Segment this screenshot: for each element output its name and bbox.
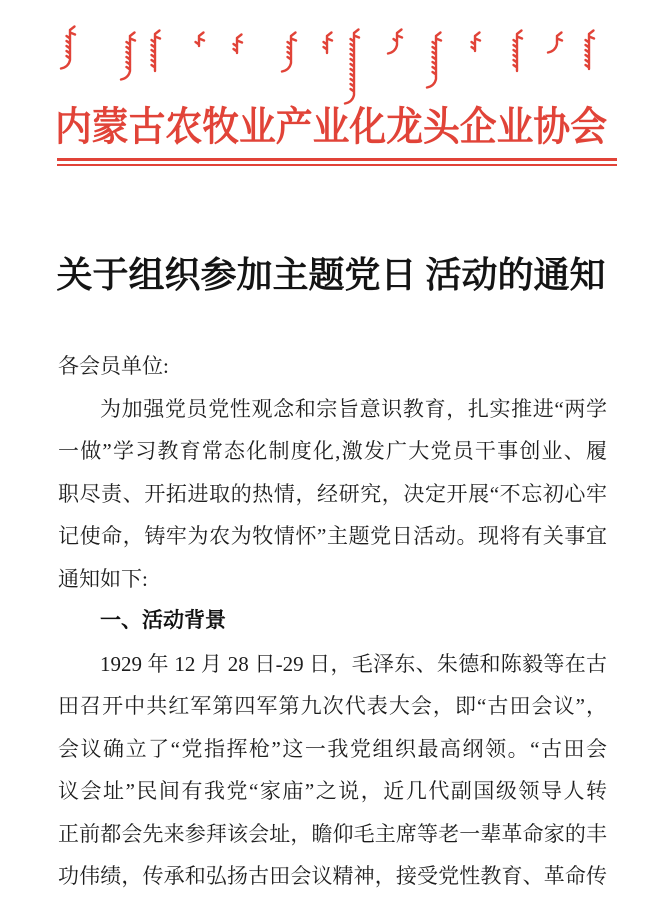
body-line: 功伟绩，传承和弘扬古田会议精神，接受党性教育、革命传	[58, 864, 607, 888]
body-line: 议会址”民间有我党“家庙”之说，近几代副国级领导人转	[58, 779, 607, 803]
mongolian-word-glyph	[61, 27, 75, 69]
mongolian-word-glyph	[586, 31, 595, 70]
mongolian-word-glyph	[345, 30, 359, 104]
body-line: 各会员单位:	[58, 354, 169, 378]
mongolian-word-glyph	[234, 35, 243, 54]
body-line: 通知如下:	[58, 566, 148, 591]
mongolian-word-glyph	[388, 30, 402, 54]
body-line: 正前都会先来参拜该会址，瞻仰毛主席等老一辈革命家的丰	[58, 821, 607, 846]
mongolian-word-glyph	[472, 33, 481, 52]
body-line: 记使命，铸牢为农为牧情怀”主题党日活动。现将有关事宜	[58, 524, 607, 548]
mongolian-word-glyph	[282, 33, 296, 72]
mongolian-word-glyph	[427, 33, 441, 88]
org-name: 内蒙古农牧业产业化龙头企业协会	[54, 104, 607, 149]
mongolian-word-glyph	[514, 31, 523, 72]
header-divider	[57, 158, 617, 166]
mongolian-word-glyph	[548, 33, 562, 53]
document-title: 关于组织参加主题党日 活动的通知	[56, 255, 606, 295]
header-divider-thin-line	[57, 164, 617, 166]
mongolian-word-glyph	[152, 31, 161, 72]
body-line: 一做”学习教育常态化制度化,激发广大党员干事创业、履	[58, 439, 607, 463]
body-line: 1929 年 12 月 28 日-29 日，毛泽东、朱德和陈毅等在古	[100, 651, 607, 676]
body-line: 田召开中共红军第四军第九次代表大会，即“古田会议”，	[58, 694, 607, 718]
document-body	[58, 345, 607, 898]
body-line: 会议确立了“党指挥枪”这一我党组织最高纲领。“古田会	[58, 736, 607, 761]
mongolian-word-glyph	[121, 33, 135, 80]
section-heading: 一、活动背景	[100, 609, 226, 632]
body-line: 职尽责、开拓进取的热情，经研究，决定开展“不忘初心牢	[58, 481, 607, 506]
mongolian-word-glyph	[324, 33, 333, 54]
body-line: 为加强党员党性观念和宗旨意识教育，扎实推进“两学	[100, 396, 607, 421]
mongolian-word-glyph	[196, 33, 205, 47]
mongolian-script-icon	[0, 0, 662, 110]
